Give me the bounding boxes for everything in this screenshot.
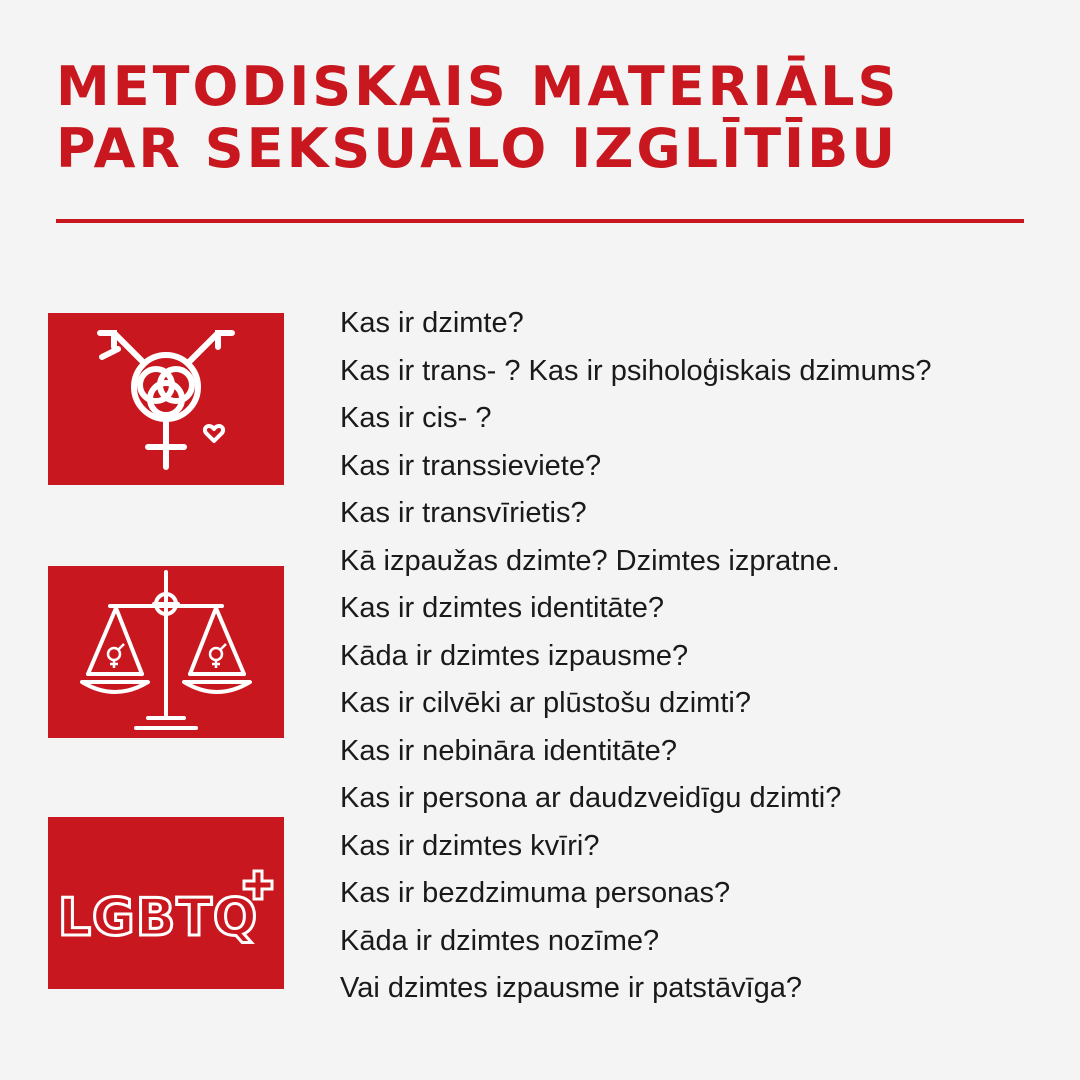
gender-symbols-icon (48, 313, 284, 485)
question-item: Kas ir cilvēki ar plūstošu dzimti? (340, 687, 751, 719)
question-item: Kas ir dzimtes identitāte? (340, 592, 664, 624)
question-item: Kas ir dzimte? (340, 307, 524, 339)
question-item: Kā izpaužas dzimte? Dzimtes izpratne. (340, 544, 840, 577)
lgbtq-text: LGBTQ (57, 888, 259, 948)
question-item: Kas ir transsieviete? (340, 449, 602, 482)
title-line-1: METODISKAIS MATERIĀLS (56, 55, 900, 118)
question-list (340, 300, 931, 1013)
gender-symbols-tile (48, 313, 284, 485)
scales-tile (48, 566, 284, 738)
question-item: Kas ir bezdzimuma personas? (340, 877, 731, 909)
question-item: Kas ir nebināra identitāte? (340, 734, 677, 767)
scales-of-justice-icon (48, 566, 284, 738)
question-item: Kas ir transvīrietis? (340, 497, 587, 529)
question-item: Kāda ir dzimtes nozīme? (340, 924, 660, 957)
title-divider (56, 219, 1024, 223)
question-item: Kas ir dzimtes kvīri? (340, 829, 600, 862)
lgbtq-plus-icon (48, 817, 284, 989)
page-title (56, 56, 899, 180)
question-item: Kas ir cis- ? (340, 402, 492, 434)
title-line-2: PAR SEKSUĀLO IZGLĪTĪBU (56, 117, 899, 180)
question-item: Kas ir persona ar daudzveidīgu dzimti? (340, 782, 842, 814)
lgbtq-tile (48, 817, 284, 989)
question-item: Kāda ir dzimtes izpausme? (340, 639, 689, 672)
question-item: Vai dzimtes izpausme ir patstāvīga? (340, 972, 803, 1004)
question-item: Kas ir trans- ? Kas ir psiholoģiskais dzimums? (340, 354, 932, 387)
